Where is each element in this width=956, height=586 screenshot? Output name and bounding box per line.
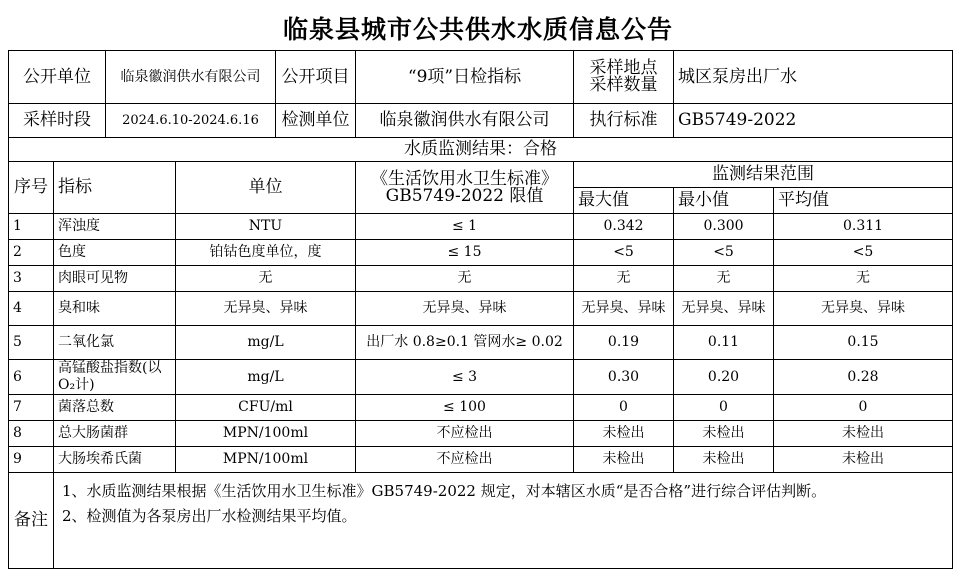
row-index: 7 (9, 395, 54, 421)
col-indicator-header: 指标 (54, 162, 176, 214)
standard-label: 执行标准 (574, 104, 674, 138)
test-unit-value: 临泉徽润供水有限公司 (356, 104, 574, 138)
row-max: 0.19 (574, 326, 674, 360)
notes-content (54, 473, 953, 569)
row-max: <5 (574, 240, 674, 266)
row-avg: 无 (774, 266, 953, 292)
row-avg: 0.311 (774, 214, 953, 240)
notes-label: 备注 (9, 473, 54, 569)
row-index: 6 (9, 360, 54, 395)
row-limit: ≤ 100 (356, 395, 574, 421)
row-index: 9 (9, 447, 54, 473)
row-avg: 未检出 (774, 447, 953, 473)
row-max: 0 (574, 395, 674, 421)
row-avg: 0.15 (774, 326, 953, 360)
row-max: 无 (574, 266, 674, 292)
col-unit-header: 单位 (176, 162, 356, 214)
sample-place-value: 城区泵房出厂水 (674, 51, 953, 104)
row-index: 8 (9, 421, 54, 447)
row-max: 0.30 (574, 360, 674, 395)
column-header-row-1 (9, 162, 953, 188)
table-row (9, 421, 953, 447)
disclose-unit-label: 公开单位 (9, 51, 106, 104)
row-indicator: 菌落总数 (54, 395, 176, 421)
table-row (9, 447, 953, 473)
sample-count-label: 采样数量 (589, 75, 658, 95)
row-min: 0.11 (674, 326, 774, 360)
row-indicator: 总大肠菌群 (54, 421, 176, 447)
row-avg: <5 (774, 240, 953, 266)
col-range-header: 监测结果范围 (574, 162, 953, 188)
row-indicator: 浑浊度 (54, 214, 176, 240)
row-unit: CFU/ml (176, 395, 356, 421)
row-max: 未检出 (574, 447, 674, 473)
table-row (9, 240, 953, 266)
col-limit-header-line1: 《生活饮用水卫生标准》 (371, 168, 558, 189)
col-min-header: 最小值 (674, 188, 774, 214)
row-indicator: 二氧化氯 (54, 326, 176, 360)
sample-time-label: 采样时段 (9, 104, 106, 138)
row-unit: MPN/100ml (176, 447, 356, 473)
row-max: 无异臭、异味 (574, 292, 674, 326)
row-min: 未检出 (674, 421, 774, 447)
row-unit: NTU (176, 214, 356, 240)
disclose-item-label: 公开项目 (276, 51, 356, 104)
row-unit: MPN/100ml (176, 421, 356, 447)
note-line-2: 2、检测值为各泵房出厂水检测结果平均值。 (62, 507, 357, 525)
row-limit: 出厂水 0.8≥0.1 管网水≥ 0.02 (356, 326, 574, 360)
row-index: 2 (9, 240, 54, 266)
row-indicator: 臭和味 (54, 292, 176, 326)
disclose-unit-value: 临泉徽润供水有限公司 (106, 51, 276, 104)
row-min: <5 (674, 240, 774, 266)
row-index: 3 (9, 266, 54, 292)
row-min: 0.300 (674, 214, 774, 240)
result-banner-row (9, 138, 953, 162)
row-index: 1 (9, 214, 54, 240)
notes-row (9, 473, 953, 569)
row-indicator: 大肠埃希氏菌 (54, 447, 176, 473)
header-row-2 (9, 104, 953, 138)
row-avg: 无异臭、异味 (774, 292, 953, 326)
row-limit: 不应检出 (356, 421, 574, 447)
row-limit: ≤ 15 (356, 240, 574, 266)
row-min: 未检出 (674, 447, 774, 473)
row-avg: 0.28 (774, 360, 953, 395)
row-min: 无 (674, 266, 774, 292)
water-quality-table (8, 50, 953, 569)
page-title: 临泉县城市公共供水水质信息公告 (282, 15, 673, 44)
row-limit: ≤ 1 (356, 214, 574, 240)
table-row (9, 292, 953, 326)
col-limit-header-line2: GB5749-2022 限值 (385, 185, 544, 206)
row-index: 4 (9, 292, 54, 326)
row-min: 无异臭、异味 (674, 292, 774, 326)
standard-value: GB5749-2022 (674, 104, 953, 138)
row-indicator: 肉眼可见物 (54, 266, 176, 292)
row-avg: 0 (774, 395, 953, 421)
header-row-1 (9, 51, 953, 104)
col-max-header: 最大值 (574, 188, 674, 214)
row-unit: 无异臭、异味 (176, 292, 356, 326)
row-min: 0.20 (674, 360, 774, 395)
disclose-item-value: “9项”日检指标 (356, 51, 574, 104)
row-unit: 铂钴色度单位，度 (176, 240, 356, 266)
row-unit: 无 (176, 266, 356, 292)
table-row (9, 360, 953, 395)
col-index-header: 序号 (9, 162, 54, 214)
row-limit: 无异臭、异味 (356, 292, 574, 326)
table-row (9, 326, 953, 360)
row-indicator: 高锰酸盐指数(以 O₂计) (54, 360, 176, 395)
sample-place-count-label (574, 51, 674, 104)
row-min: 0 (674, 395, 774, 421)
row-unit: mg/L (176, 326, 356, 360)
table-row (9, 214, 953, 240)
row-max: 0.342 (574, 214, 674, 240)
row-limit: 不应检出 (356, 447, 574, 473)
row-unit: mg/L (176, 360, 356, 395)
row-indicator: 色度 (54, 240, 176, 266)
table-row (9, 266, 953, 292)
col-limit-header (356, 162, 574, 214)
result-banner: 水质监测结果：合格 (9, 138, 953, 162)
sample-place-label: 采样地点 (589, 58, 658, 78)
note-line-1: 1、水质监测结果根据《生活饮用水卫生标准》GB5749-2022 规定，对本辖区水质“是否合格”进行综合评估判断。 (62, 482, 827, 500)
table-row (9, 395, 953, 421)
row-avg: 未检出 (774, 421, 953, 447)
row-max: 未检出 (574, 421, 674, 447)
row-index: 5 (9, 326, 54, 360)
test-unit-label: 检测单位 (276, 104, 356, 138)
row-limit: ≤ 3 (356, 360, 574, 395)
row-limit: 无 (356, 266, 574, 292)
sample-time-value: 2024.6.10-2024.6.16 (106, 104, 276, 138)
col-avg-header: 平均值 (774, 188, 953, 214)
